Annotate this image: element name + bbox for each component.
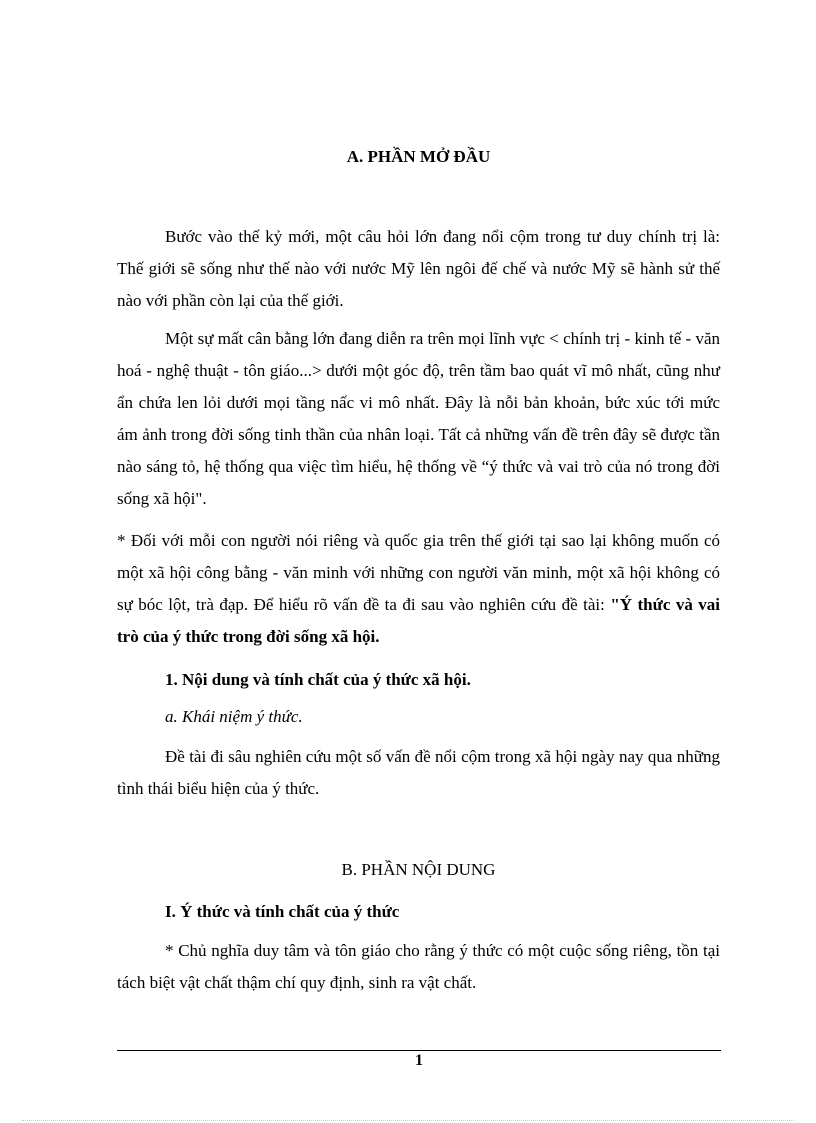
heading-part-a: A. PHẦN MỞ ĐẦU: [346, 147, 491, 166]
item-concept: a. Khái niệm ý thức.: [165, 707, 303, 726]
section-heading-1: I. Ý thức và tính chất của ý thức: [165, 902, 400, 921]
paragraph-intro-2: Một sự mất cân bằng lớn đang diễn ra trên mọi lĩnh vực < chính trị - kinh tế - văn hoá - nghệ thuật - tôn giáo...> dưới một góc độ, trên tầm bao quát vĩ mô nhất, cũng như ẩn chứa len lỏi dưới mọi tầng nấc vi mô nhất. Đây là nỗi bản khoản, bức xúc tới mức ám ảnh trong đời sống tinh thần của nhân loại. Tất cả những vấn đề trên đây sẽ được tần nào sáng tỏ, hệ thống qua việc tìm hiểu, hệ thống về “ý thức và vai trò của nó trong đời sống xã hội".: [117, 329, 720, 508]
item-content-nature: 1. Nội dung và tính chất của ý thức xã hội.: [165, 670, 471, 689]
page-bottom-edge: [22, 1120, 794, 1121]
paragraph-idealism: * Chủ nghĩa duy tâm và tôn giáo cho rằng ý thức có một cuộc sống riêng, tồn tại tách biệt vật chất thậm chí quy định, sinh ra vật chất.: [117, 941, 720, 992]
paragraph-intro-3: [117, 525, 720, 653]
footer-divider: [117, 1050, 721, 1051]
paragraph-intro-3-text: * Đối với mỗi con người nói riêng và quốc gia trên thế giới tại sao lại không muốn có một xã hội công bằng - văn minh với những con người văn minh, một xã hội không có sự bóc lột, trà đạp. Để hiểu rõ vấn đề ta đi sau vào nghiên cứu đề tài:: [117, 531, 720, 614]
page-number: 1: [415, 1052, 423, 1069]
paragraph-topic-scope: Đề tài đi sâu nghiên cứu một số vấn đề nổi cộm trong xã hội ngày nay qua những tình thái biểu hiện của ý thức.: [117, 747, 720, 798]
paragraph-intro-1: Bước vào thế kỷ mới, một câu hỏi lớn đang nổi cộm trong tư duy chính trị là: Thế giới sẽ sống như thế nào với nước Mỹ lên ngôi đế chế và nước Mỹ sẽ hành sử thế nào với phần còn lại của thế giới.: [117, 227, 720, 310]
topic-title: "Ý thức và vai trò của ý thức trong đời sống xã hội.: [117, 595, 720, 646]
heading-part-b: B. PHẦN NỘI DUNG: [341, 860, 496, 879]
